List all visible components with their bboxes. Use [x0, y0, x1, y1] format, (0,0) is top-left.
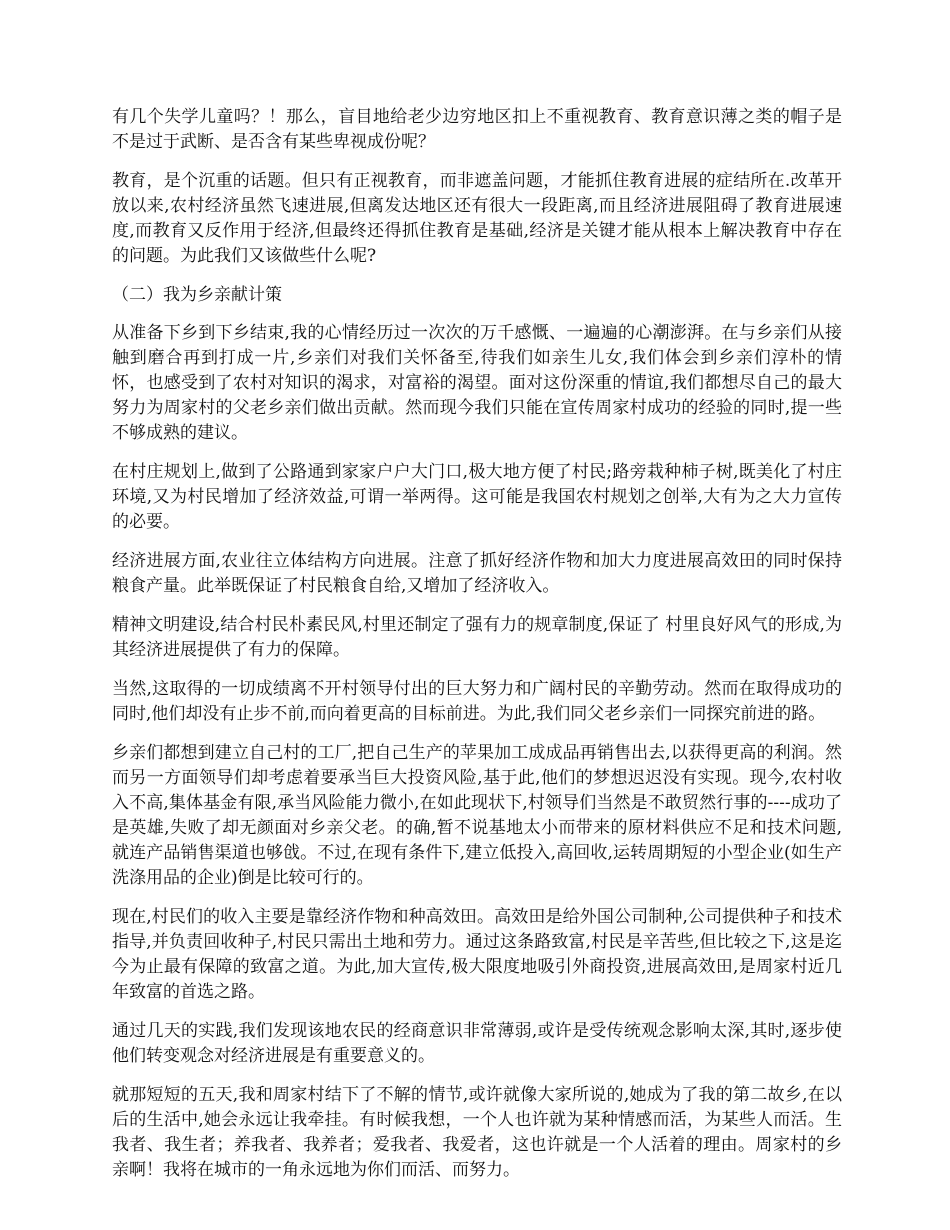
paragraph-7: 当然,这取得的一切成绩离不开村领导付出的巨大努力和广阔村民的辛勤劳动。然而在取得成功的同时,他们却没有止步不前,而向着更高的目标前进。为此,我们同父老乡亲们一同探究前进的路。: [112, 679, 842, 724]
paragraph-1: 有几个失学儿童吗？！那么，盲目地给老少边穷地区扣上不重视教育、教育意识薄之类的帽子是不是过于武断、是否含有某些卑视成份呢？: [112, 107, 842, 152]
section-heading: （二）我为乡亲献计策: [112, 285, 282, 305]
paragraph-8: 乡亲们都想到建立自己村的工厂,把自己生产的苹果加工成成品再销售出去,以获得更高的利润。然而另一方面领导们却考虑着要承当巨大投资风险,基于此,他们的梦想迟迟没有实现。现今,农村收入不高,集体基金有限,承当风险能力微小,在如此现状下,村领导们当然是不敢贸然行事的----成功了是英雄,失败了却无颜面对乡亲父老。的确,暂不说基地太小而带来的原材料供应不足和技术问题,就连产品销售渠道也够戗。不过,在现有条件下,建立低投入,高回收,运转周期短的小型企业(如生产洗涤用品的企业)倒是比较可行的。: [112, 743, 842, 888]
paragraph-9: 现在,村民们的收入主要是靠经济作物和种高效田。高效田是给外国公司制种,公司提供种子和技术指导,并负责回收种子,村民只需出土地和劳力。通过这条路致富,村民是辛苦些,但比较之下,这是迄今为止最有保障的致富之道。为此,加大宣传,极大限度地吸引外商投资,进展高效田,是周家村近几年致富的首选之路。: [112, 907, 842, 1002]
paragraph-2: 教育，是个沉重的话题。但只有正视教育，而非遮盖问题，才能抓住教育进展的症结所在.改革开放以来,农村经济虽然飞速进展,但离发达地区还有很大一段距离,而且经济进展阻碍了教育进展速度,而教育又反作用于经济,但最终还得抓住教育是基础,经济是关键才能从根本上解决教育中存在的问题。为此我们又该做些什么呢?: [112, 171, 842, 266]
paragraph-3: 从准备下乡到下乡结束,我的心情经历过一次次的万千感慨、一遍遍的心潮澎湃。在与乡亲们从接触到磨合再到打成一片,乡亲们对我们关怀备至,待我们如亲生儿女,我们体会到乡亲们淳朴的情怀，也感受到了农村对知识的渴求，对富裕的渴望。面对这份深重的情谊,我们都想尽自己的最大努力为周家村的父老乡亲们做出贡献。然而现今我们只能在宣传周家村成功的经验的同时,提一些不够成熟的建议。: [112, 323, 842, 443]
paragraph-11: 就那短短的五天,我和周家村结下了不解的情节,或许就像大家所说的,她成为了我的第二故乡,在以后的生活中,她会永远让我牵挂。有时候我想，一个人也许就为某种情感而活，为某些人而活。生我者、我生者；养我者、我养者；爱我者、我爱者，这也许就是一个人活着的理由。周家村的乡亲啊！我将在城市的一角永远地为你们而活、而努力。: [112, 1085, 842, 1180]
document-page: [112, 105, 842, 1197]
paragraph-5: 经济进展方面,农业往立体结构方向进展。注意了抓好经济作物和加大力度进展高效田的同时保持粮食产量。此举既保证了村民粮食自给,又增加了经济收入。: [112, 551, 842, 596]
paragraph-10: 通过几天的实践,我们发现该地农民的经商意识非常薄弱,或许是受传统观念影响太深,其时,逐步使他们转变观念对经济进展是有重要意义的。: [112, 1021, 842, 1066]
paragraph-6: 精神文明建设,结合村民朴素民风,村里还制定了强有力的规章制度,保证了 村里良好风气的形成,为其经济进展提供了有力的保障。: [112, 615, 842, 660]
paragraph-4: 在村庄规划上,做到了公路通到家家户户大门口,极大地方便了村民;路旁栽种柿子树,既美化了村庄环境,又为村民增加了经济效益,可谓一举两得。这可能是我国农村规划之创举,大有为之大力宣传的必要。: [112, 462, 842, 532]
